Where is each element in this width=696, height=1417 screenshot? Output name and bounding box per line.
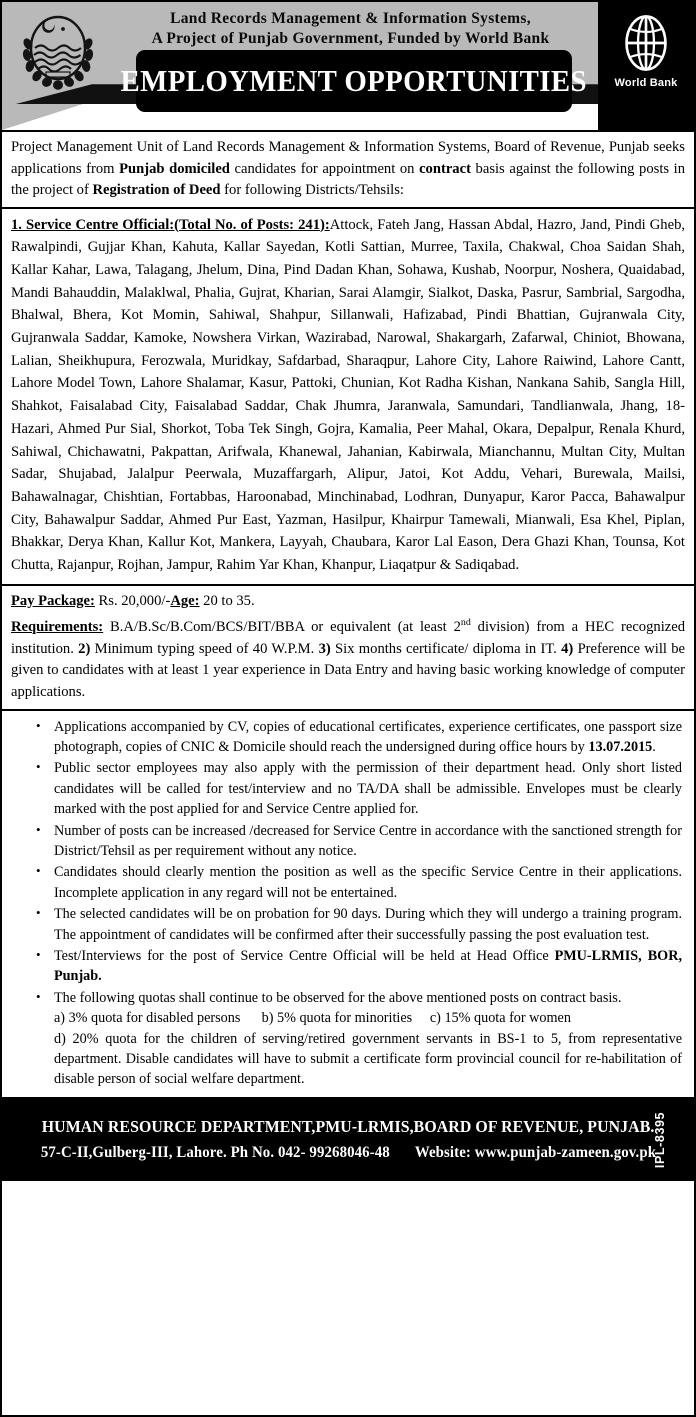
intro-bold-punjab-domiciled: Punjab domiciled [119,160,230,177]
requirements-number-3: 3) [318,640,331,657]
requirements-text-e: Preference will be given to candidates with at least 1 year experience in Data Entry and having basic working knowledge of computer applications. [11,640,685,700]
world-bank-label: World Bank [614,77,678,89]
districts-list-text: Attock, Fateh Jang, Hassan Abdal, Hazro, Jand, Pindi Gheb, Rawalpindi, Gujjar Khan, Kahuta, Kallar Sayedan, Kotli Sattian, Murree, Taxila, Chakwal, Choa Saidan Shah, Kallar Kahar, Lawa, Talagang, Jhelum, Dina, Pind Dadan Khan, Sohawa, Kushab, Noorpur, Noshera, Quaidabad, Mandi Bahauddin, Malaklwal, Phalia, Gujrat, Kharian, Sarai Alamgir, Sialkot, Daska, Pasrur, Sambrial, Sargodha, Bhalwal, Bhera, Kot Momin, Sahiwal, Shahpur, Sillanwali, Hafizabad, Pindi Bhattian, Gujranwala City, Gujranwala Saddar, Kamoke, Nowshera Virkan, Wazirabad, Narowal, Shakargarh, Zafarwal, Chiniot, Bhowana, Lalian, Sheikhupura, Ferozwala, Muridkay, Safdarbad, Sharaqpur, Lahore City, Lahore Raiwind, Lahore Cantt, Lahore Model Town, Lahore Shalamar, Kasur, Pattoki, Chunian, Kot Radha Kishan, Nankana Sahib, Sangla Hill, Shahkot, Faisalabad City, Faisalabad Saddar, Chak Jhumra, Jaranwala, Samundari, Tandlianwala, Jhang, 18-Hazari, Ahmed Pur Sial, Shorkot, Toba Tek Singh, Gojra, Kamalia, Peer Mahal, Okara, Depalpur, Renala Khurd, Sahiwal, Chichawatni, Pakpattan, Arifwala, Khanewal, Jahanian, Kabirwala, Mianchannu, Multan City, Multan Sadar, Shujabad, Jalalpur Peerwala, Muzaffargarh, Alipur, Jatoi, Kot Addu, Vehari, Burewala, Mailsi, Bahawalnagar, Chishtian, Fortabbas, Haroonabad, Minchinabad, Lodhran, Dunyapur, Karor Pacca, Bahawalpur City, Bahawalpur Saddar, Ahmed Pur East, Yazman, Hasilpur, Khairpur Tamewali, Mianwali, Esa Khel, Piplan, Bhakkar, Derya Khan, Kallur Kot, Mankera, Layyah, Chaubara, Karor Lal Eason, Dera Ghazi Khan, Tounsa, Kot Chutta, Rajanpur, Rojhan, Jampur, Rahim Yar Khan, Khanpur, Liaqatpur & Sadiqabad. [11,216,686,574]
age-label: Age: [170,592,200,609]
posts-section [2,209,694,586]
requirements-text-d: Six months certificate/ diploma in IT. [330,640,562,657]
intro-bold-registration-of-deed: Registration of Deed [92,182,221,198]
age-value: 20 to 35. [199,592,255,609]
note-6-text-a: Test/Interviews for the post of Service Centre Official will be held at Head Office [54,948,555,965]
disable-candidates-note: Disable candidates will have to submit a certificate form provincial council for re-habilitation of disable person of social welfare department. [54,1051,683,1088]
requirements-paragraph [11,612,685,703]
post-districts-paragraph [11,214,685,579]
list-item-quota [32,988,682,1090]
note-2-text: Public sector employees may also apply with the permission of their department head. Only short listed candidates will be called for test/interview and no TA/DA shall be admissible. Envelopes must be clearly marked with the post applied for and Service Centre applied for. [54,760,682,818]
note-4-text: Candidates should clearly mention the position as well as the specific Service Centre in their applications. Incomplete application in any regard will not be entertained. [54,864,682,901]
pay-package-value: Rs. 20,000/- [94,592,171,609]
footer-address: 57-C-II,Gulberg-III, Lahore. Ph No. 042- 99268046-48 [40,1144,390,1162]
globe-icon [623,13,669,73]
list-item [32,904,682,945]
requirements-number-2: 2) [78,640,91,657]
requirements-text-b: division) from a HEC recognized institution. [11,619,685,657]
org-title-line-2: A Project of Punjab Government, Funded by World Bank [151,30,550,47]
quota-intro-text: The following quotas shall continue to be observed for the above mentioned posts on contract basis. [54,989,622,1006]
employment-opportunities-banner [120,50,588,112]
requirements-number-4: 4) [561,640,574,657]
quota-row-abc: a) 3% quota for disabled persons b) 5% quota for minorities c) 15% quota for women [54,1010,571,1027]
list-item [32,717,682,758]
notes-section [2,711,694,1099]
advert-header [2,2,694,132]
pay-package-line [11,591,685,613]
footer-contact-line [40,1144,655,1162]
requirements-label: Requirements: [11,619,104,636]
intro-text-2: candidates for appointment on [229,160,420,177]
post-heading: 1. Service Centre Official:(Total No. of Posts: 241): [11,216,330,233]
requirements-text-c: Minimum typing speed of 40 W.P.M. [90,640,319,657]
quota-row-d: d) 20% quota for the children of serving/retired government servants in BS-1 to 5, from representative department. [54,1030,682,1068]
org-title-line-1: Land Records Management & Information Systems, [170,10,531,27]
note-5-text: The selected candidates will be on probation for 90 days. During which they will undergo a training program. The appointment of candidates will be confirmed after their successfully passing the post evaluation test. [54,906,682,943]
intro-text-1: Project Management Unit of Land Records Management & Information Systems, Board of Revenue, Punjab seeks applications from [11,139,685,177]
intro-paragraph [11,137,685,202]
list-item [32,946,682,987]
note-1-text-a: Applications accompanied by CV, copies of educational certificates, experience certificates, one passport size photograph, copies of CNIC & Domicile should reach the undersigned during office hours by [54,718,682,755]
world-bank-logo-block [598,2,694,130]
list-item [32,862,682,903]
ipl-reference-code: IPL-8395 [652,1111,667,1168]
notes-list [32,717,682,1090]
pay-package-label: Pay Package: [11,592,95,609]
intro-text-4: for following Districts/Tehsils: [220,182,404,198]
note-1-text-b: . [652,738,656,755]
intro-text-3: basis against the following posts in the project of [11,160,686,198]
pay-requirements-section [2,586,694,711]
footer-website[interactable]: Website: www.punjab-zameen.gov.pk [414,1144,656,1162]
note-1-deadline-date: 13.07.2015 [588,738,653,755]
advert-footer [2,1099,694,1181]
list-item [32,821,682,862]
banner-title: EMPLOYMENT OPPORTUNITIES [120,63,588,98]
intro-bold-contract: contract [419,160,471,177]
list-item [32,758,682,819]
header-title-block [112,9,589,49]
footer-department-line: HUMAN RESOURCE DEPARTMENT,PMU-LRMIS,BOARD OF REVENUE, PUNJAB. [41,1117,655,1137]
requirements-superscript-nd: nd [460,617,471,629]
intro-section [2,132,694,209]
punjab-government-emblem-icon [16,10,100,96]
note-3-text: Number of posts can be increased /decreased for Service Centre in accordance with the sanctioned strength for District/Tehsil as per requirement without any notice. [54,822,682,860]
requirements-text-a: B.A/B.Sc/B.Com/BCS/BIT/BBA or equivalent (at least 2 [103,619,461,636]
note-6-office-name: PMU-LRMIS, BOR, Punjab. [54,948,682,985]
